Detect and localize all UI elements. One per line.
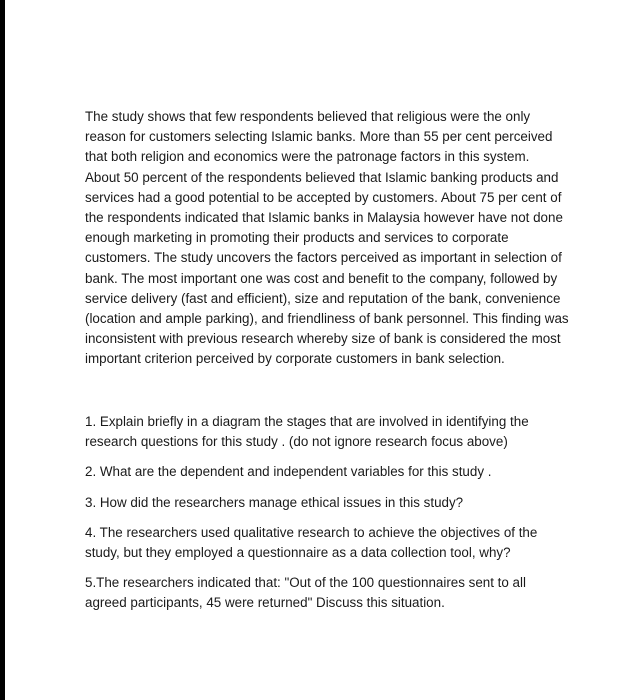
case-study-text <box>85 107 605 370</box>
paragraph-line: The study shows that few respondents believed that religious were the only <box>85 109 531 124</box>
question-line: research questions for this study . (do not ignore research focus above) <box>85 434 508 450</box>
paragraph-line: service delivery (fast and efficient), size and reputation of the bank, convenience <box>85 290 561 306</box>
paragraph-line: services had a good potential to be accepted by customers. About 75 per cent of <box>85 189 562 205</box>
paragraph-line: that both religion and economics were the patronage factors in this system. <box>85 149 530 165</box>
paragraph-line: About 50 percent of the respondents believed that Islamic banking products and <box>85 169 559 185</box>
question-line: 1. Explain briefly in a diagram the stages that are involved in identifying the <box>85 414 529 429</box>
question-line: study, but they employed a questionnaire as a data collection tool, why? <box>85 545 511 561</box>
paragraph-line: enough marketing in promoting their products and services to corporate <box>85 230 509 246</box>
question-line: 4. The researchers used qualitative research to achieve the objectives of the <box>85 524 538 540</box>
question-4 <box>85 523 605 563</box>
question-line: 5.The researchers indicated that: "Out of the 100 questionnaires sent to all <box>85 575 526 591</box>
paragraph-line: reason for customers selecting Islamic banks. More than 55 per cent perceived <box>85 129 553 145</box>
paragraph-line: bank. The most important one was cost and benefit to the company, followed by <box>85 270 558 286</box>
paragraph-line: important criterion perceived by corporate customers in bank selection. <box>85 351 505 367</box>
paragraph-line: customers. The study uncovers the factors perceived as important in selection of <box>85 250 562 266</box>
left-edge-border <box>0 0 5 700</box>
question-line: agreed participants, 45 were returned" Discuss this situation. <box>85 595 445 611</box>
question-line: 2. What are the dependent and independent variables for this study . <box>85 464 492 480</box>
paragraph-line: the respondents indicated that Islamic banks in Malaysia however have not done <box>85 210 563 226</box>
question-1 <box>85 412 605 452</box>
question-5 <box>85 573 605 613</box>
paragraph-line: inconsistent with previous research whereby size of bank is considered the most <box>85 331 561 347</box>
question-list <box>85 412 605 624</box>
question-line: 3. How did the researchers manage ethical issues in this study? <box>85 494 464 510</box>
case-study-paragraph <box>85 107 605 370</box>
question-3 <box>85 493 605 513</box>
question-2 <box>85 462 605 482</box>
paragraph-line: (location and ample parking), and friendliness of bank personnel. This finding was <box>85 311 569 327</box>
